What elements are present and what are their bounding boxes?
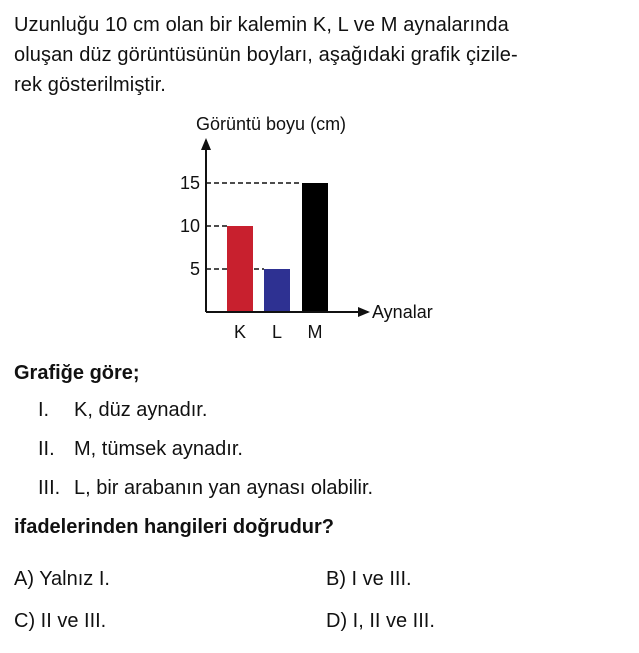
- option-b[interactable]: B) I ve III.: [326, 568, 412, 590]
- x-axis-arrow-icon: [358, 307, 370, 317]
- statement-1: [38, 398, 373, 437]
- x-tick-label: L: [271, 322, 283, 342]
- y-axis-label: Görüntü boyu (cm): [196, 114, 347, 134]
- y-tick-label: 10: [179, 216, 200, 236]
- intro-line-3: rek gösterilmiştir.: [14, 74, 166, 96]
- y-tick-label: 15: [179, 173, 200, 193]
- statement-number: III.: [38, 477, 61, 499]
- x-axis-label: Aynalar: [372, 302, 433, 322]
- option-d[interactable]: D) I, II ve III.: [326, 610, 435, 632]
- bar-l: [264, 269, 290, 312]
- question-prompt: ifadelerinden hangileri doğrudur?: [14, 516, 335, 538]
- bar-chart: [140, 108, 470, 348]
- statement-3: [38, 476, 373, 515]
- bar-k: [227, 226, 253, 312]
- x-tick-label: K: [233, 322, 247, 342]
- question-intro: [14, 10, 619, 100]
- statement-number: I.: [38, 399, 50, 421]
- option-c[interactable]: C) II ve III.: [14, 610, 107, 632]
- statement-number: II.: [38, 438, 55, 460]
- bar-m: [302, 183, 328, 312]
- y-axis-arrow-icon: [201, 138, 211, 150]
- y-tick-label: 5: [189, 259, 200, 279]
- question-lead: Grafiğe göre;: [14, 362, 140, 384]
- statement-list: [38, 398, 373, 515]
- statement-text: K, düz aynadır.: [74, 399, 208, 421]
- intro-line-2: oluşan düz görüntüsünün boyları, aşağıdaki grafik çizile-: [14, 44, 518, 66]
- x-tick-label: M: [307, 322, 323, 342]
- intro-line-1: Uzunluğu 10 cm olan bir kalemin K, L ve M aynalarında: [14, 14, 509, 36]
- statement-2: [38, 437, 373, 476]
- option-a[interactable]: A) Yalnız I.: [14, 568, 110, 590]
- statement-text: M, tümsek aynadır.: [74, 438, 243, 460]
- statement-text: L, bir arabanın yan aynası olabilir.: [74, 477, 374, 499]
